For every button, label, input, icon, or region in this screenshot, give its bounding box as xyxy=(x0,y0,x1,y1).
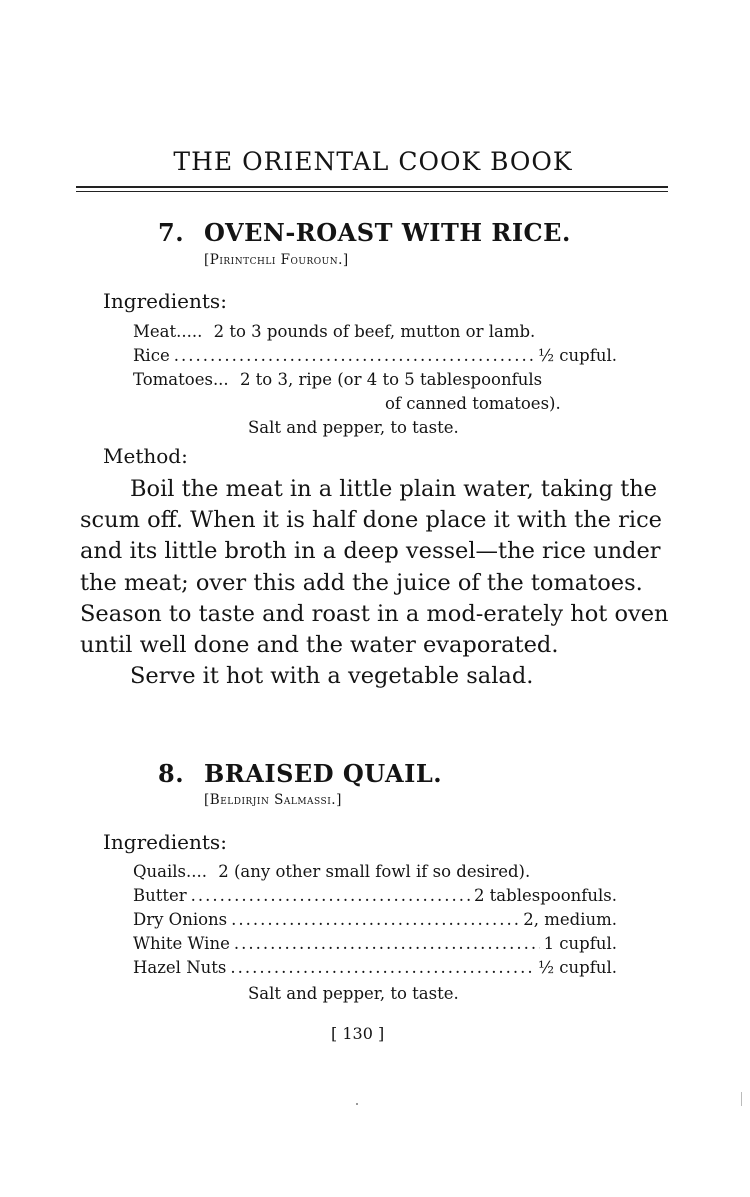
recipe-7-title: OVEN-ROAST WITH RICE. xyxy=(204,218,571,247)
ingredient-amount: 1 cupful. xyxy=(543,934,617,953)
ingredient-name: Rice xyxy=(133,346,170,365)
ingredient-row xyxy=(133,346,617,365)
method-paragraph: Boil the meat in a little plain water, taking the scum off. When it is half done place it with the rice and its little broth in a deep vessel—the rice under the meat; over this add the juice of the tomatoes. Season to taste and roast in a mod-erately hot oven until well done and the water evaporated. xyxy=(80,476,669,659)
ingredient-row xyxy=(133,322,535,341)
ingredient-name: Meat..... xyxy=(133,322,203,341)
recipe-8-subtitle: [Beldirjin Salmassi.] xyxy=(204,792,342,808)
recipe-7-number: 7. xyxy=(158,218,185,247)
recipe-8-number: 8. xyxy=(158,759,185,788)
dot-leader xyxy=(191,886,470,905)
method-paragraph: Serve it hot with a vegetable salad. xyxy=(130,663,534,690)
ingredient-row xyxy=(133,934,617,953)
ingredient-name: Butter xyxy=(133,886,187,905)
ingredient-row xyxy=(133,910,617,929)
dot-leader xyxy=(231,910,519,929)
header-rule-top xyxy=(76,186,668,188)
ingredient-row xyxy=(133,958,617,977)
header-rule-bottom xyxy=(76,191,668,192)
page-number: [ 130 ] xyxy=(331,1024,385,1043)
ingredient-amount: 2 (any other small fowl if so desired). xyxy=(218,862,531,881)
ingredient-name: White Wine xyxy=(133,934,230,953)
dot-leader xyxy=(230,958,534,977)
recipe-7-ingredients-label: Ingredients: xyxy=(103,289,227,313)
ingredient-amount: ½ cupful. xyxy=(538,958,617,977)
running-title: THE ORIENTAL COOK BOOK xyxy=(173,147,573,176)
recipe-7-method-label: Method: xyxy=(103,444,188,468)
ingredient-amount: 2 tablespoonfuls. xyxy=(473,886,617,905)
ingredient-row xyxy=(133,862,530,881)
recipe-8-ingredients-label: Ingredients: xyxy=(103,830,227,854)
ingredient-amount: 2 to 3 pounds of beef, mutton or lamb. xyxy=(213,322,536,341)
recipe-8-title: BRAISED QUAIL. xyxy=(204,759,443,788)
recipe-7-method xyxy=(80,474,670,692)
recipe-7-subtitle: [Pirintchli Fouroun.] xyxy=(204,252,349,268)
dot-leader xyxy=(174,346,534,365)
ingredient-amount: 2, medium. xyxy=(523,910,617,929)
ingredient-continuation: of canned tomatoes). xyxy=(385,394,561,413)
recipe-7-seasoning: Salt and pepper, to taste. xyxy=(248,418,459,437)
ingredient-name: Tomatoes... xyxy=(133,370,229,389)
ingredient-name: Dry Onions xyxy=(133,910,228,929)
ingredient-amount: 2 to 3, ripe (or 4 to 5 tablespoonfuls xyxy=(239,370,543,389)
recipe-8-seasoning: Salt and pepper, to taste. xyxy=(248,984,459,1003)
page-edge-mark xyxy=(741,1092,742,1106)
ingredient-name: Hazel Nuts xyxy=(133,958,227,977)
ingredient-row xyxy=(133,370,542,389)
ingredient-name: Quails.... xyxy=(133,862,207,881)
ingredient-amount: ½ cupful. xyxy=(538,346,617,365)
dot-leader xyxy=(234,934,540,953)
ingredient-row xyxy=(133,886,617,905)
paper-speck xyxy=(356,1103,358,1105)
